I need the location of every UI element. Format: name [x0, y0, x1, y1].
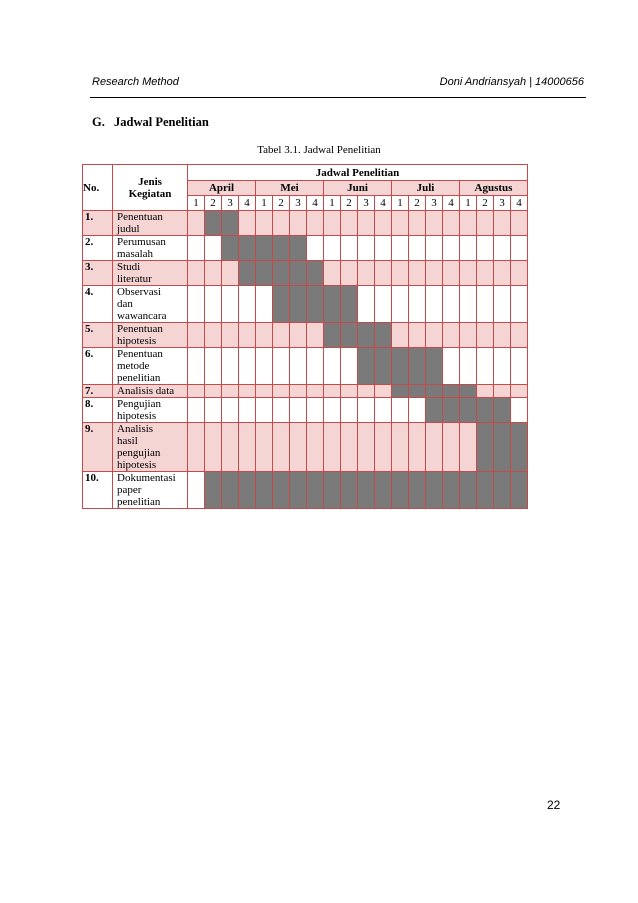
week-header: 4: [239, 196, 256, 211]
schedule-cell-filled: [239, 261, 256, 286]
activity-name-line: hipotesis: [117, 410, 157, 422]
schedule-cell: [409, 236, 426, 261]
schedule-cell: [409, 423, 426, 472]
schedule-cell: [460, 236, 477, 261]
schedule-cell: [358, 398, 375, 423]
schedule-cell: [494, 348, 511, 385]
header-divider: [90, 97, 586, 98]
schedule-cell-filled: [443, 385, 460, 398]
schedule-cell-filled: [375, 348, 392, 385]
schedule-cell: [341, 261, 358, 286]
activity-name-line: Studi: [117, 261, 141, 273]
schedule-cell: [460, 348, 477, 385]
schedule-cell: [273, 211, 290, 236]
activity-number: 6.: [83, 348, 113, 385]
table-row: [83, 385, 528, 398]
month-header: Mei: [256, 181, 324, 196]
schedule-cell-filled: [409, 472, 426, 509]
schedule-cell: [511, 348, 528, 385]
table-row: [83, 423, 528, 472]
activity-name-line: hasil: [117, 435, 138, 447]
schedule-cell: [358, 211, 375, 236]
schedule-cell: [358, 236, 375, 261]
schedule-cell: [188, 286, 205, 323]
schedule-cell: [375, 398, 392, 423]
schedule-cell: [307, 323, 324, 348]
schedule-cell-filled: [443, 472, 460, 509]
schedule-cell: [477, 211, 494, 236]
schedule-cell-filled: [256, 261, 273, 286]
activity-name-line: pengujian: [117, 447, 161, 459]
schedule-cell: [188, 348, 205, 385]
week-header: 2: [273, 196, 290, 211]
schedule-cell: [392, 423, 409, 472]
schedule-cell: [256, 423, 273, 472]
schedule-cell-filled: [460, 472, 477, 509]
schedule-cell: [443, 323, 460, 348]
activity-name-line: penelitian: [117, 496, 161, 508]
activity-name-line: hipotesis: [117, 335, 157, 347]
schedule-cell-filled: [239, 236, 256, 261]
schedule-cell: [239, 398, 256, 423]
schedule-cell: [341, 236, 358, 261]
schedule-cell-filled: [324, 323, 341, 348]
schedule-cell: [392, 236, 409, 261]
schedule-cell: [205, 348, 222, 385]
activity-number: 9.: [83, 423, 113, 472]
schedule-body: [83, 211, 528, 509]
schedule-cell-filled: [511, 472, 528, 509]
schedule-cell: [375, 236, 392, 261]
schedule-cell-filled: [494, 423, 511, 472]
table-row: [83, 261, 528, 286]
schedule-cell: [205, 323, 222, 348]
week-header: 1: [392, 196, 409, 211]
schedule-cell: [375, 385, 392, 398]
table-caption: Tabel 3.1. Jadwal Penelitian: [257, 144, 381, 156]
schedule-cell: [409, 323, 426, 348]
month-header: Juni: [324, 181, 392, 196]
schedule-cell: [188, 323, 205, 348]
activity-number: 8.: [83, 398, 113, 423]
activity-number: 1.: [83, 211, 113, 236]
schedule-cell: [341, 385, 358, 398]
schedule-cell: [273, 385, 290, 398]
schedule-cell: [358, 385, 375, 398]
section-number: G.: [92, 115, 105, 129]
schedule-cell: [307, 398, 324, 423]
activity-name-line: Penentuan: [117, 323, 163, 335]
week-header: 3: [426, 196, 443, 211]
activity-name: [113, 236, 188, 261]
schedule-table: [82, 164, 528, 509]
schedule-cell-filled: [205, 472, 222, 509]
activity-name-line: dan: [117, 298, 133, 310]
schedule-cell-filled: [477, 423, 494, 472]
schedule-cell: [273, 323, 290, 348]
schedule-cell: [443, 211, 460, 236]
activity-name-line: Observasi: [117, 286, 161, 298]
schedule-cell: [494, 323, 511, 348]
schedule-cell-filled: [307, 261, 324, 286]
schedule-cell: [511, 261, 528, 286]
schedule-cell: [511, 236, 528, 261]
week-header: 1: [188, 196, 205, 211]
schedule-cell: [205, 423, 222, 472]
schedule-cell: [494, 211, 511, 236]
schedule-cell: [443, 236, 460, 261]
schedule-cell: [443, 286, 460, 323]
schedule-cell-filled: [494, 472, 511, 509]
activity-name-line: paper: [117, 484, 142, 496]
section-heading: [92, 115, 209, 130]
schedule-cell: [392, 398, 409, 423]
month-header: Juli: [392, 181, 460, 196]
schedule-cell: [511, 211, 528, 236]
column-header-kegiatan-line2: Kegiatan: [128, 187, 172, 200]
week-header: 3: [358, 196, 375, 211]
schedule-cell: [494, 286, 511, 323]
activity-number: 2.: [83, 236, 113, 261]
header-left: Research Method: [92, 76, 179, 88]
schedule-cell-filled: [222, 211, 239, 236]
schedule-cell: [256, 398, 273, 423]
table-row: [83, 286, 528, 323]
activity-number: 3.: [83, 261, 113, 286]
activity-name: [113, 423, 188, 472]
schedule-cell: [460, 261, 477, 286]
schedule-cell-filled: [273, 286, 290, 323]
schedule-cell-filled: [375, 472, 392, 509]
schedule-cell: [307, 423, 324, 472]
schedule-cell-filled: [358, 323, 375, 348]
schedule-cell: [443, 423, 460, 472]
schedule-cell: [239, 323, 256, 348]
schedule-cell: [375, 286, 392, 323]
schedule-cell-filled: [409, 348, 426, 385]
schedule-cell: [307, 211, 324, 236]
column-header-kegiatan-line1: Jenis: [138, 175, 162, 188]
schedule-cell-filled: [392, 472, 409, 509]
schedule-cell: [494, 236, 511, 261]
week-header: 3: [222, 196, 239, 211]
schedule-cell-filled: [426, 348, 443, 385]
activity-name-line: masalah: [117, 248, 154, 260]
schedule-cell: [477, 286, 494, 323]
week-header: 1: [324, 196, 341, 211]
schedule-cell: [324, 398, 341, 423]
activity-name-line: hipotesis: [117, 459, 157, 471]
schedule-cell-filled: [256, 472, 273, 509]
activity-name: [113, 385, 188, 398]
schedule-cell: [324, 385, 341, 398]
schedule-cell: [409, 211, 426, 236]
schedule-cell-filled: [409, 385, 426, 398]
schedule-cell: [222, 323, 239, 348]
header-right: Doni Andriansyah | 14000656: [439, 76, 584, 88]
activity-name-line: wawancara: [117, 310, 167, 322]
week-header: 2: [341, 196, 358, 211]
activity-number: 4.: [83, 286, 113, 323]
schedule-cell: [239, 211, 256, 236]
schedule-cell: [392, 286, 409, 323]
schedule-cell: [188, 398, 205, 423]
activity-number: 5.: [83, 323, 113, 348]
schedule-cell-filled: [358, 472, 375, 509]
schedule-cell: [273, 423, 290, 472]
schedule-cell: [324, 236, 341, 261]
activity-name: [113, 472, 188, 509]
activity-name-line: Penentuan: [117, 348, 163, 360]
schedule-cell: [188, 211, 205, 236]
schedule-cell-filled: [494, 398, 511, 423]
schedule-cell: [324, 348, 341, 385]
schedule-cell: [290, 323, 307, 348]
schedule-cell: [256, 385, 273, 398]
schedule-cell-filled: [307, 286, 324, 323]
schedule-cell: [273, 348, 290, 385]
schedule-cell: [188, 385, 205, 398]
schedule-cell: [460, 323, 477, 348]
schedule-cell: [409, 261, 426, 286]
section-title: Jadwal Penelitian: [114, 115, 209, 129]
table-row: [83, 398, 528, 423]
week-header: 4: [511, 196, 528, 211]
schedule-cell: [511, 385, 528, 398]
schedule-cell-filled: [460, 385, 477, 398]
schedule-cell-filled: [443, 398, 460, 423]
week-header: 2: [477, 196, 494, 211]
schedule-cell-filled: [460, 398, 477, 423]
activity-number: 7.: [83, 385, 113, 398]
schedule-cell-filled: [273, 472, 290, 509]
schedule-cell-filled: [290, 286, 307, 323]
schedule-cell: [205, 385, 222, 398]
schedule-cell: [205, 261, 222, 286]
schedule-title: Jadwal Penelitian: [188, 165, 528, 181]
schedule-cell-filled: [273, 261, 290, 286]
week-header: 1: [460, 196, 477, 211]
page-number: 22: [547, 798, 561, 812]
schedule-cell: [290, 348, 307, 385]
schedule-cell-filled: [324, 286, 341, 323]
schedule-cell: [222, 286, 239, 323]
activity-name: [113, 286, 188, 323]
schedule-cell: [256, 286, 273, 323]
schedule-cell: [477, 323, 494, 348]
schedule-cell: [222, 423, 239, 472]
month-header: Agustus: [460, 181, 528, 196]
schedule-cell: [341, 398, 358, 423]
column-header-no: No.: [83, 165, 113, 211]
activity-name-line: Analisis data: [117, 385, 175, 397]
activity-name: [113, 261, 188, 286]
activity-name: [113, 323, 188, 348]
schedule-cell: [341, 423, 358, 472]
schedule-cell-filled: [477, 472, 494, 509]
schedule-cell: [426, 236, 443, 261]
schedule-cell: [239, 385, 256, 398]
schedule-cell: [188, 261, 205, 286]
schedule-cell: [307, 236, 324, 261]
schedule-cell: [341, 348, 358, 385]
schedule-cell-filled: [290, 236, 307, 261]
schedule-cell: [324, 211, 341, 236]
schedule-cell-filled: [307, 472, 324, 509]
schedule-cell: [443, 261, 460, 286]
schedule-cell-filled: [341, 472, 358, 509]
schedule-cell: [290, 385, 307, 398]
schedule-cell-filled: [358, 348, 375, 385]
schedule-cell: [477, 348, 494, 385]
week-header: 2: [409, 196, 426, 211]
activity-name-line: Perumusan: [117, 236, 166, 248]
schedule-cell-filled: [256, 236, 273, 261]
week-header: 4: [307, 196, 324, 211]
schedule-cell: [290, 423, 307, 472]
schedule-cell: [205, 236, 222, 261]
schedule-cell: [392, 261, 409, 286]
schedule-cell: [375, 261, 392, 286]
table-row: [83, 236, 528, 261]
activity-number: 10.: [83, 472, 113, 509]
schedule-cell: [358, 286, 375, 323]
schedule-cell-filled: [477, 398, 494, 423]
schedule-cell-filled: [222, 472, 239, 509]
activity-name-line: penelitian: [117, 372, 161, 384]
week-header: 4: [443, 196, 460, 211]
schedule-cell: [222, 348, 239, 385]
schedule-cell: [239, 348, 256, 385]
table-row: [83, 323, 528, 348]
schedule-cell: [205, 398, 222, 423]
table-row: [83, 472, 528, 509]
schedule-cell-filled: [273, 236, 290, 261]
table-row: [83, 348, 528, 385]
schedule-cell: [239, 423, 256, 472]
schedule-cell: [511, 323, 528, 348]
schedule-cell: [307, 385, 324, 398]
schedule-cell: [222, 398, 239, 423]
schedule-cell-filled: [341, 286, 358, 323]
schedule-cell: [511, 398, 528, 423]
activity-name-line: Penentuan: [117, 211, 163, 223]
schedule-cell: [188, 236, 205, 261]
schedule-cell: [256, 323, 273, 348]
schedule-cell: [324, 261, 341, 286]
schedule-cell-filled: [290, 472, 307, 509]
schedule-cell: [375, 211, 392, 236]
schedule-cell: [494, 385, 511, 398]
activity-name: [113, 398, 188, 423]
schedule-cell: [409, 398, 426, 423]
schedule-cell: [222, 385, 239, 398]
table-row: [83, 211, 528, 236]
schedule-cell: [426, 286, 443, 323]
schedule-cell-filled: [426, 398, 443, 423]
schedule-cell: [392, 323, 409, 348]
schedule-cell: [341, 211, 358, 236]
week-header: 2: [205, 196, 222, 211]
activity-name-line: Dokumentasi: [117, 472, 176, 484]
schedule-cell: [477, 385, 494, 398]
schedule-cell: [188, 472, 205, 509]
schedule-cell-filled: [426, 472, 443, 509]
schedule-cell: [273, 398, 290, 423]
schedule-cell: [205, 286, 222, 323]
schedule-cell-filled: [205, 211, 222, 236]
schedule-cell-filled: [324, 472, 341, 509]
schedule-cell-filled: [290, 261, 307, 286]
schedule-cell: [494, 261, 511, 286]
schedule-cell-filled: [426, 385, 443, 398]
activity-name-line: Pengujian: [117, 398, 161, 410]
activity-name: [113, 211, 188, 236]
schedule-cell: [307, 348, 324, 385]
week-header: 3: [494, 196, 511, 211]
schedule-cell: [443, 348, 460, 385]
week-header: 4: [375, 196, 392, 211]
schedule-cell: [188, 423, 205, 472]
schedule-cell: [256, 211, 273, 236]
schedule-cell-filled: [375, 323, 392, 348]
schedule-cell: [256, 348, 273, 385]
activity-name-line: judul: [117, 223, 140, 235]
schedule-cell: [426, 323, 443, 348]
schedule-cell-filled: [222, 236, 239, 261]
week-header: 3: [290, 196, 307, 211]
schedule-cell: [375, 423, 392, 472]
activity-name: [113, 348, 188, 385]
schedule-cell: [460, 286, 477, 323]
month-header: April: [188, 181, 256, 196]
schedule-cell: [290, 211, 307, 236]
schedule-cell: [290, 398, 307, 423]
schedule-cell: [460, 211, 477, 236]
activity-name-line: literatur: [117, 273, 152, 285]
week-header: 1: [256, 196, 273, 211]
schedule-cell: [477, 261, 494, 286]
schedule-cell: [460, 423, 477, 472]
schedule-cell: [426, 211, 443, 236]
schedule-cell: [358, 423, 375, 472]
schedule-cell: [426, 423, 443, 472]
schedule-cell-filled: [341, 323, 358, 348]
schedule-cell-filled: [511, 423, 528, 472]
schedule-cell-filled: [239, 472, 256, 509]
schedule-cell: [222, 261, 239, 286]
schedule-cell: [239, 286, 256, 323]
schedule-cell: [409, 286, 426, 323]
schedule-cell: [511, 286, 528, 323]
schedule-cell: [392, 211, 409, 236]
schedule-cell: [324, 423, 341, 472]
column-header-kegiatan: [113, 165, 188, 211]
schedule-cell: [477, 236, 494, 261]
schedule-cell: [358, 261, 375, 286]
schedule-cell-filled: [392, 348, 409, 385]
activity-name-line: metode: [117, 360, 150, 372]
schedule-cell: [426, 261, 443, 286]
activity-name-line: Analisis: [117, 423, 154, 435]
schedule-cell-filled: [392, 385, 409, 398]
